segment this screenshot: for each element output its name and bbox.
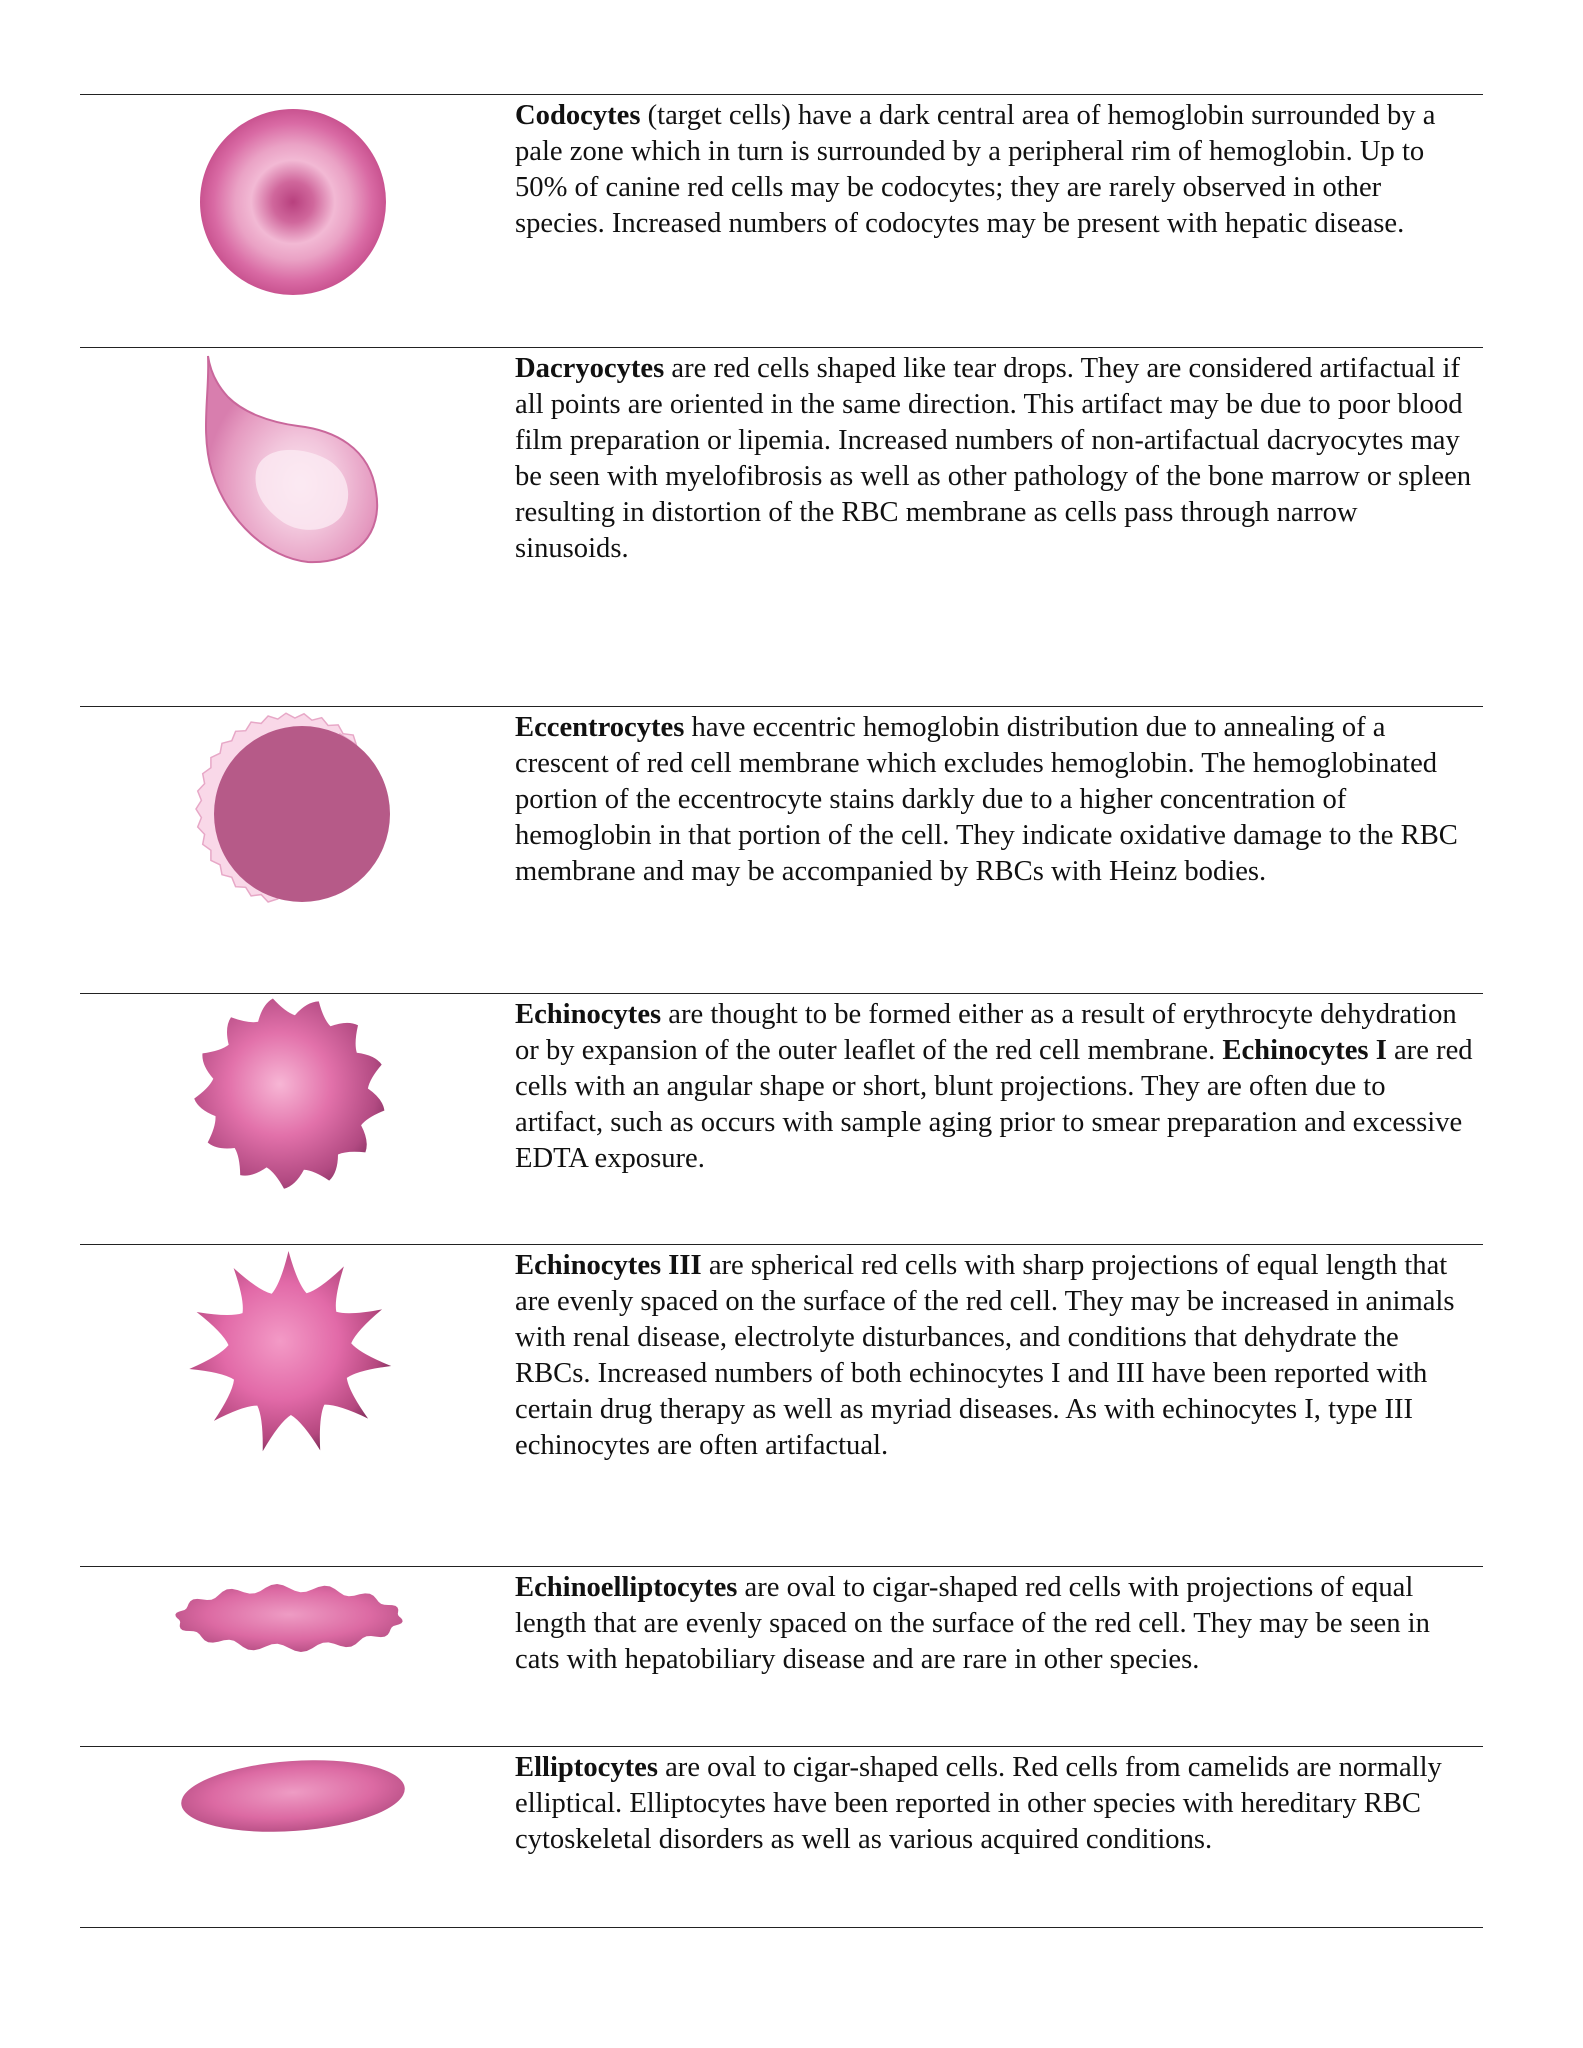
echinocyte-iii-illustration [190,1248,390,1458]
entry-text: are red cells shaped like tear drops. They are considered artifactual if all points are oriented in the same direction. This artifact may be due to poor blood film preparation or lipemia. Increased numbers of non-artifactual dacryocytes may be seen with myelofibrosis as well as other pathology of the bone marrow or spleen resulting in distortion of the RBC membrane as cells pass through narrow sinusoids. [515,353,1472,564]
section-divider [80,1566,1483,1567]
echinoelliptocyte-illustration [172,1576,406,1660]
entry-eccentrocytes [515,710,1475,890]
section-divider [80,1746,1483,1747]
entry-text: are oval to cigar-shaped red cells with projections of equal length that are evenly spaced on the surface of the red cell. They may be seen in cats with hepatobiliary disease and are rare in other species. [515,1572,1430,1675]
entry-term: Echinoelliptocytes [515,1572,738,1603]
entry-text: are oval to cigar-shaped cells. Red cells from camelids are normally elliptical. Elliptocytes have been reported in other species with hereditary RBC cytoskeletal disorders as well as various acquired conditions. [515,1752,1442,1855]
section-divider [80,347,1483,348]
echinocyte-i-illustration [190,993,390,1193]
dacryocyte-illustration [198,352,388,564]
entry-term: Eccentrocytes [515,712,685,743]
entry-text: are thought to be formed either as a result of erythrocyte dehydration or by expansion of the outer leaflet of the red cell membrane. [515,999,1457,1066]
section-divider [80,94,1483,95]
entry-text: are spherical red cells with sharp projections of equal length that are evenly spaced on the surface of the red cell. They may be increased in animals with renal disease, electrolyte disturbances, and conditions that dehydrate the RBCs. Increased numbers of both echinocytes I and III have been reported with certain drug therapy as well as myriad diseases. As with echinocytes I, type III echinocytes are often artifactual. [515,1250,1455,1461]
codocyte-illustration [198,107,388,297]
entry-term: Dacryocytes [515,353,665,384]
entry-echinocytes-iii [515,1248,1475,1464]
entry-term: Echinocytes III [515,1250,702,1281]
entry-term-secondary: Echinocytes I [1222,1035,1387,1066]
entry-codocytes [515,98,1475,242]
entry-term: Elliptocytes [515,1752,658,1783]
entry-echinocytes [515,997,1475,1177]
section-divider [80,1244,1483,1245]
eccentrocyte-illustration [200,714,390,904]
section-divider [80,1927,1483,1928]
entry-term: Codocytes [515,100,641,131]
entry-term: Echinocytes [515,999,662,1030]
entry-elliptocytes [515,1750,1475,1858]
section-divider [80,706,1483,707]
entry-text: (target cells) have a dark central area of hemoglobin surrounded by a pale zone which in turn is surrounded by a peripheral rim of hemoglobin. Up to 50% of canine red cells may be codocytes; they are rarely observed in other species. Increased numbers of codocytes may be present with hepatic disease. [515,100,1436,239]
entry-text: have eccentric hemoglobin distribution due to annealing of a crescent of red cell membrane which excludes hemoglobin. The hemoglobinated portion of the eccentrocyte stains darkly due to a higher concentration of hemoglobin in that portion of the cell. They indicate oxidative damage to the RBC membrane and may be accompanied by RBCs with Heinz bodies. [515,712,1458,887]
entry-text-secondary: are red cells with an angular shape or short, blunt projections. They are often due to artifact, such as occurs with sample aging prior to smear preparation and excessive EDTA exposure. [515,1035,1473,1174]
elliptocyte-illustration [178,1756,408,1836]
entry-dacryocytes [515,351,1475,567]
entry-echinoelliptocytes [515,1570,1475,1678]
